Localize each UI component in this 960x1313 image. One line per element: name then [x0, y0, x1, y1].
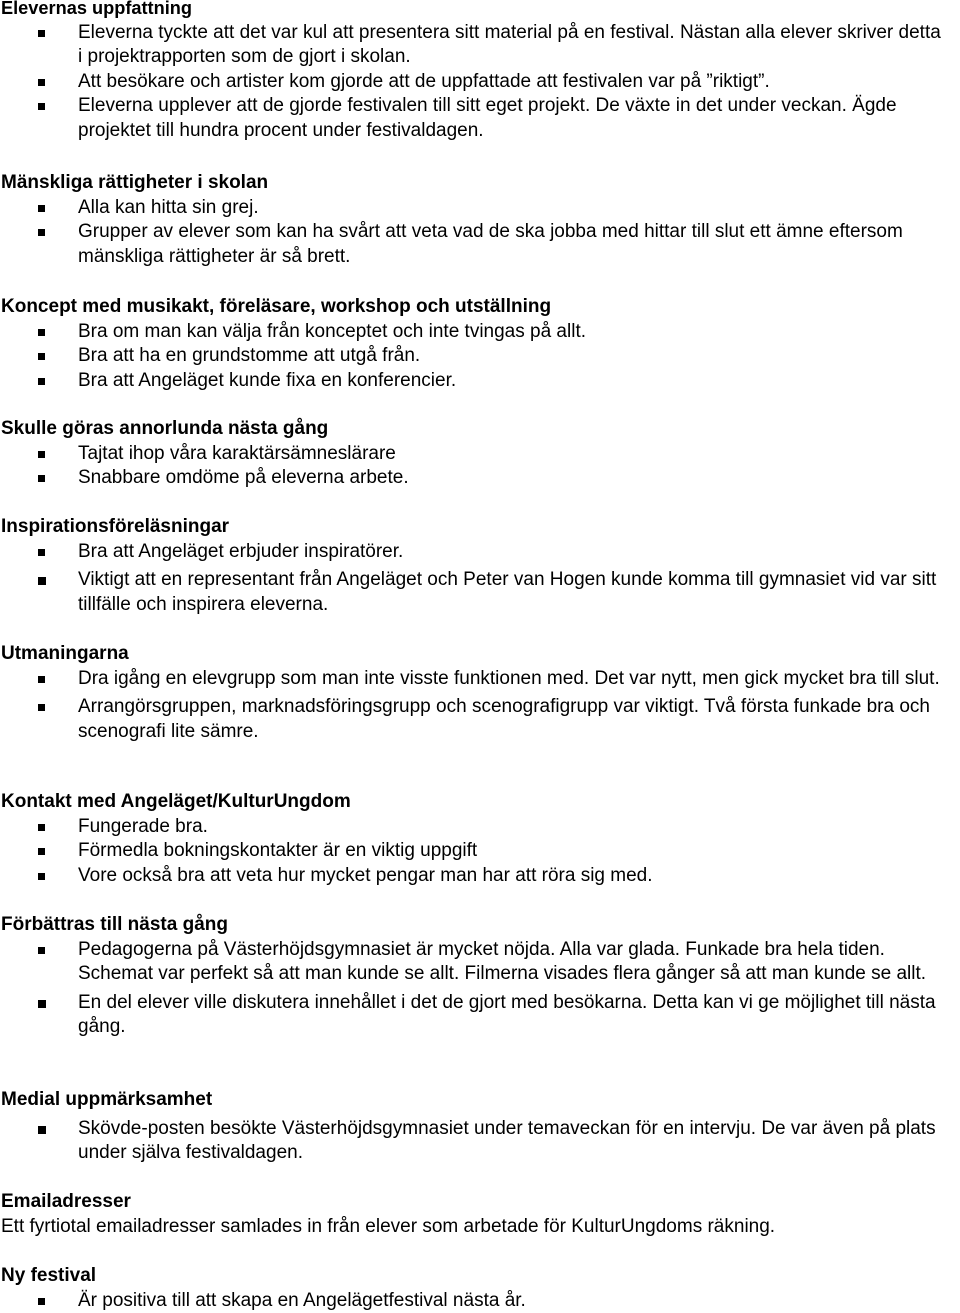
bullet-icon — [38, 549, 45, 556]
bullet-icon — [38, 676, 45, 683]
section-medial-uppmarksamhet — [0, 1088, 950, 1166]
bullet-list — [0, 196, 950, 270]
bullet-list — [0, 442, 950, 491]
list-item: Vore också bra att veta hur mycket pengar man har att röra sig med. — [0, 864, 950, 889]
section-skulle-goras-annorlunda — [0, 417, 950, 491]
list-item: Viktigt att en representant från Angeläget och Peter van Hogen kunde komma till gymnasiet vid var sitt tillfälle och inspirera eleverna. — [0, 568, 950, 617]
list-item: Bra att Angeläget kunde fixa en konferencier. — [0, 369, 950, 394]
list-item: Dra igång en elevgrupp som man inte visste funktionen med. Det var nytt, men gick mycket bra till slut. — [0, 667, 950, 692]
bullet-icon — [38, 873, 45, 880]
section-manskliga-rattigheter — [0, 171, 950, 269]
bullet-icon — [38, 1000, 46, 1008]
list-item: Är positiva till att skapa en Angelägetfestival nästa år. — [0, 1289, 950, 1313]
bullet-icon — [38, 451, 45, 458]
section-koncept — [0, 295, 950, 393]
list-item: Grupper av elever som kan ha svårt att veta vad de ska jobba med hittar till slut ett ämne eftersom mänskliga rättigheter är så brett. — [0, 220, 950, 269]
section-heading: Emailadresser — [1, 1191, 131, 1212]
bullet-icon — [38, 329, 45, 336]
bullet-icon — [38, 79, 45, 86]
list-item: Bra att Angeläget erbjuder inspiratörer. — [0, 540, 950, 565]
section-kontakt — [0, 790, 950, 888]
section-heading: Medial uppmärksamhet — [1, 1089, 213, 1110]
bullet-list — [0, 1117, 950, 1166]
section-elevernas-uppfattning — [0, 0, 950, 143]
list-item: Pedagogerna på Västerhöjdsgymnasiet är mycket nöjda. Alla var glada. Funkade bra hela tiden. Schemat var perfekt så att man kunde se allt. Filmerna visades flera gånger så att man kunde se allt. — [0, 938, 950, 987]
bullet-list — [0, 667, 950, 745]
list-item: Snabbare omdöme på eleverna arbete. — [0, 466, 950, 491]
bullet-icon — [38, 353, 45, 360]
section-emailadresser — [0, 1190, 950, 1239]
list-item: Alla kan hitta sin grej. — [0, 196, 950, 221]
bullet-list — [0, 815, 950, 889]
bullet-icon — [38, 103, 45, 110]
bullet-icon — [38, 1298, 45, 1305]
bullet-icon — [38, 229, 45, 236]
bullet-icon — [38, 30, 45, 37]
bullet-icon — [38, 205, 45, 212]
section-heading: Förbättras till nästa gång — [1, 914, 228, 935]
section-heading: Elevernas uppfattning — [1, 0, 192, 18]
bullet-list — [0, 21, 950, 144]
section-heading: Skulle göras annorlunda nästa gång — [1, 418, 329, 439]
bullet-list — [0, 938, 950, 1040]
bullet-icon — [38, 378, 45, 385]
list-item: Förmedla bokningskontakter är en viktig uppgift — [0, 839, 950, 864]
section-inspirationsforelasningar — [0, 515, 950, 617]
section-utmaningarna — [0, 642, 950, 744]
bullet-list — [0, 320, 950, 394]
list-item: Eleverna tyckte att det var kul att presentera sitt material på en festival. Nästan alla elever skriver detta i projektrapporten som de gjort i skolan. — [0, 21, 950, 70]
list-item: En del elever ville diskutera innehållet i det de gjort med besökarna. Detta kan vi ge möjlighet till nästa gång. — [0, 991, 950, 1040]
section-heading: Inspirationsföreläsningar — [1, 516, 230, 537]
bullet-icon — [38, 475, 45, 482]
section-heading: Utmaningarna — [1, 643, 129, 664]
section-paragraph: Ett fyrtiotal emailadresser samlades in från elever som arbetade för KulturUngdoms räkning. — [1, 1215, 776, 1237]
bullet-icon — [38, 1126, 46, 1134]
bullet-list — [0, 540, 950, 618]
bullet-icon — [38, 848, 45, 855]
section-heading: Mänskliga rättigheter i skolan — [1, 172, 269, 193]
bullet-icon — [38, 577, 46, 585]
list-item: Eleverna upplever att de gjorde festivalen till sitt eget projekt. De växte in det under veckan. Ägde projektet till hundra procent under festivaldagen. — [0, 94, 950, 143]
bullet-icon — [38, 824, 45, 831]
list-item: Att besökare och artister kom gjorde att de uppfattade att festivalen var på ”riktigt”. — [0, 70, 950, 95]
section-heading: Ny festival — [1, 1265, 97, 1286]
bullet-list — [0, 1289, 950, 1313]
bullet-icon — [38, 947, 45, 954]
list-item: Tajtat ihop våra karaktärsämneslärare — [0, 442, 950, 467]
list-item: Fungerade bra. — [0, 815, 950, 840]
section-forbattras — [0, 913, 950, 1040]
list-item: Bra om man kan välja från konceptet och inte tvingas på allt. — [0, 320, 950, 345]
bullet-icon — [38, 704, 45, 711]
list-item: Bra att ha en grundstomme att utgå från. — [0, 344, 950, 369]
section-heading: Koncept med musikakt, föreläsare, workshop och utställning — [1, 296, 552, 317]
list-item: Arrangörsgruppen, marknadsföringsgrupp och scenografigrupp var viktigt. Två första funkade bra och scenografi lite sämre. — [0, 695, 950, 744]
section-ny-festival — [0, 1264, 950, 1313]
list-item: Skövde-posten besökte Västerhöjdsgymnasiet under temaveckan för en intervju. De var även på plats under själva festivaldagen. — [0, 1117, 950, 1166]
section-heading: Kontakt med Angeläget/KulturUngdom — [1, 791, 351, 812]
